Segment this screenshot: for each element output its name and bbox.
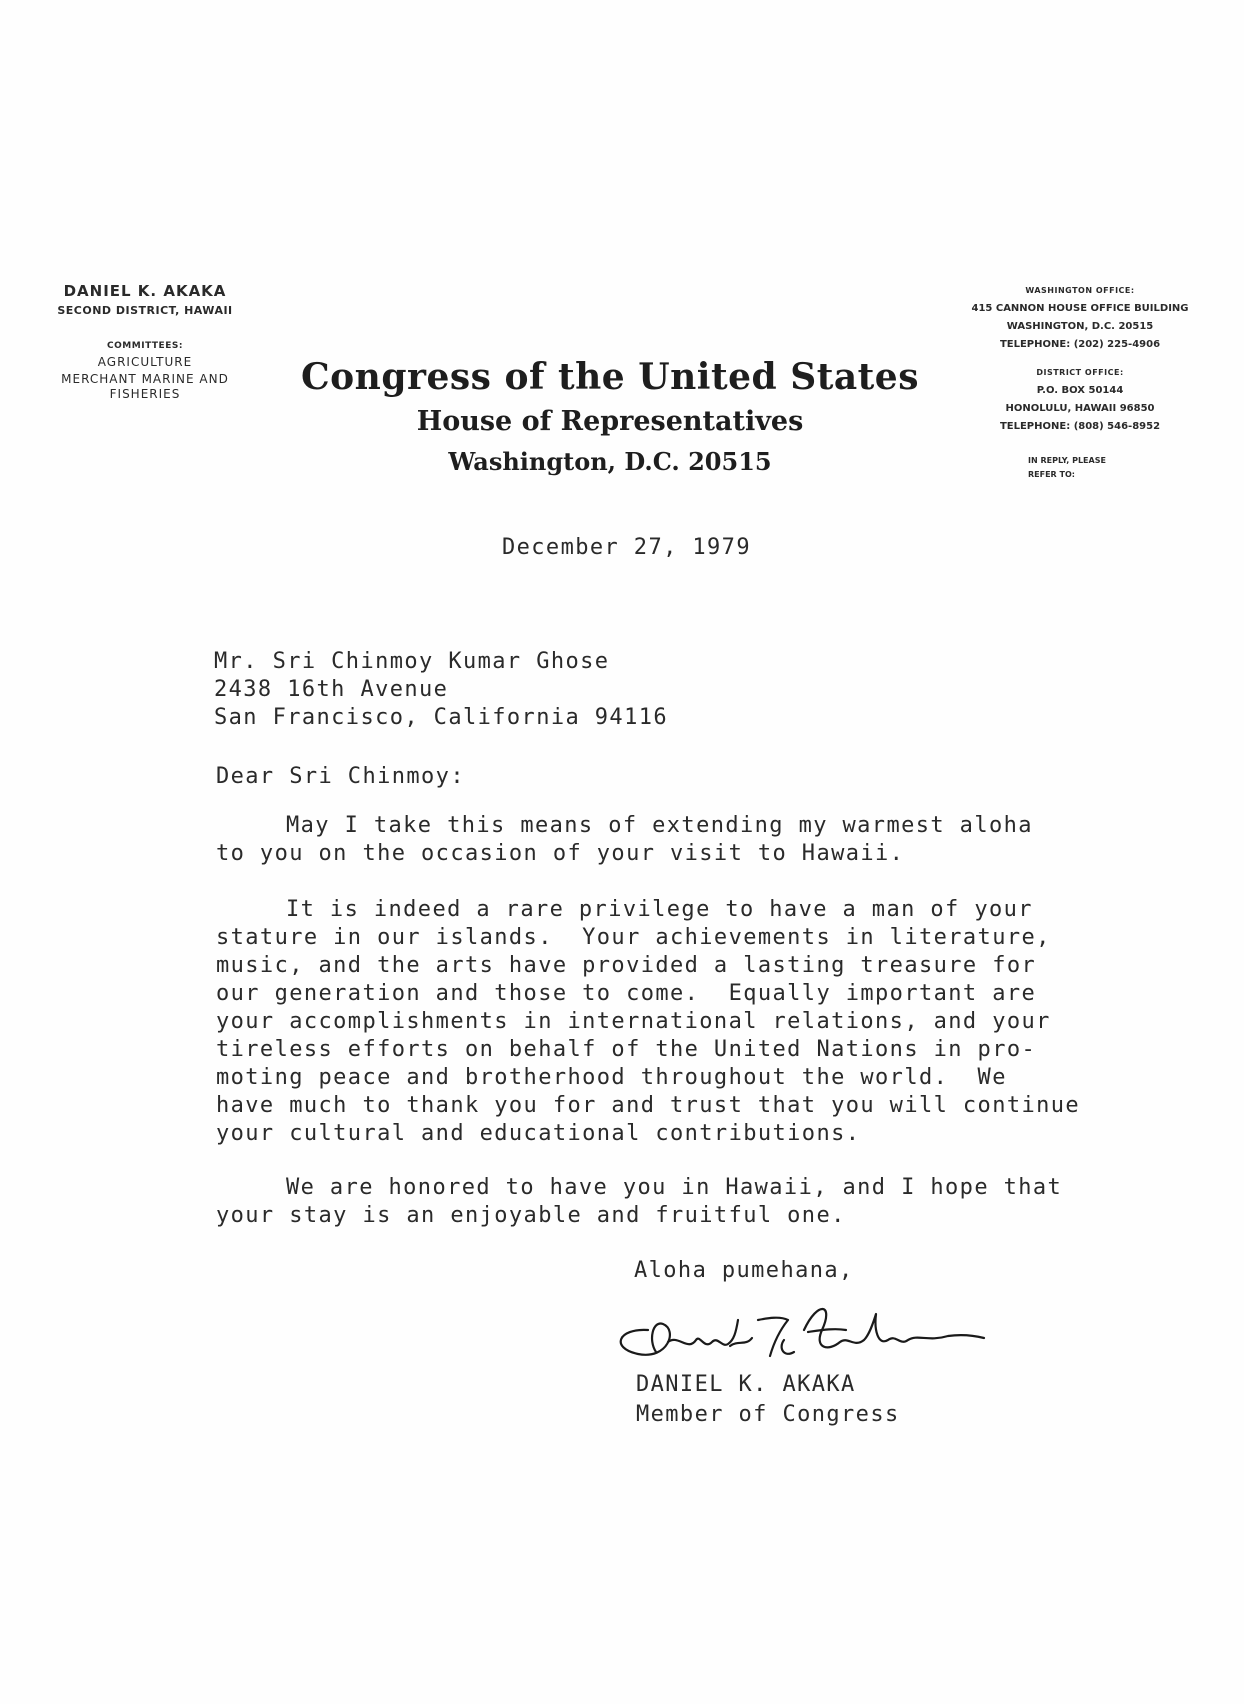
member-district: SECOND DISTRICT, HAWAII: [57, 304, 233, 317]
paragraph-line: our generation and those to come. Equally important are: [216, 981, 1037, 1006]
house-title: House of Representatives: [416, 406, 804, 437]
letterhead-title-block: [300, 356, 920, 476]
paragraph-line: music, and the arts have provided a lasting treasure for: [216, 953, 1037, 978]
committee-item: AGRICULTURE: [97, 355, 193, 369]
committee-item: FISHERIES: [109, 387, 181, 401]
letterhead-city: Washington, D.C. 20515: [448, 447, 772, 476]
committees-label: COMMITTEES:: [107, 341, 183, 351]
committee-item: MERCHANT MARINE AND: [61, 372, 229, 386]
paragraph-line: tireless efforts on behalf of the United Nations in pro-: [216, 1037, 1037, 1062]
paragraph-line: have much to thank you for and trust that you will continue: [216, 1093, 1081, 1118]
paragraph-2: [216, 896, 1081, 1148]
member-block: [20, 282, 270, 402]
paragraph-3: [216, 1174, 1063, 1230]
recipient-address: [214, 648, 668, 732]
paragraph-line: It is indeed a rare privilege to have a man of your: [286, 897, 1033, 922]
closing: Aloha pumehana,: [634, 1258, 854, 1283]
office-block: [930, 282, 1230, 482]
reply-reference: [930, 454, 1230, 482]
paragraph-line: We are honored to have you in Hawaii, and I hope that: [286, 1175, 1063, 1200]
washington-office-line: WASHINGTON, D.C. 20515: [1006, 321, 1154, 332]
signature-block: [636, 1370, 900, 1430]
district-office-line: P.O. BOX 50144: [1036, 385, 1124, 396]
member-name: DANIEL K. AKAKA: [63, 282, 227, 300]
letter-date: December 27, 1979: [502, 535, 751, 560]
washington-office-line: 415 CANNON HOUSE OFFICE BUILDING: [971, 303, 1189, 314]
address-line: San Francisco, California 94116: [214, 705, 668, 730]
paragraph-line: your stay is an enjoyable and fruitful one.: [216, 1203, 846, 1228]
signer-title: Member of Congress: [636, 1402, 900, 1427]
paragraph-line: May I take this means of extending my warmest aloha: [286, 813, 1033, 838]
washington-office-label: WASHINGTON OFFICE:: [1025, 286, 1135, 295]
reply-line: IN REPLY, PLEASE: [1028, 456, 1106, 465]
congress-title: Congress of the United States: [301, 356, 919, 398]
reply-line: REFER TO:: [1028, 470, 1075, 479]
district-office-label: DISTRICT OFFICE:: [1036, 368, 1124, 377]
paragraph-line: stature in our islands. Your achievements in literature,: [216, 925, 1051, 950]
paragraph-line: moting peace and brotherhood throughout the world. We: [216, 1065, 1007, 1090]
handwritten-signature: [608, 1290, 988, 1380]
salutation: Dear Sri Chinmoy:: [216, 764, 465, 789]
washington-office-line: TELEPHONE: (202) 225-4906: [999, 339, 1161, 350]
district-office-line: TELEPHONE: (808) 546-8952: [999, 421, 1161, 432]
paragraph-1: [216, 812, 1046, 868]
paragraph-line: your accomplishments in international relations, and your: [216, 1009, 1051, 1034]
paragraph-line: to you on the occasion of your visit to Hawaii.: [216, 841, 905, 866]
district-office-line: HONOLULU, HAWAII 96850: [1005, 403, 1155, 414]
address-line: Mr. Sri Chinmoy Kumar Ghose: [214, 649, 610, 674]
paragraph-line: your cultural and educational contributions.: [216, 1121, 861, 1146]
address-line: 2438 16th Avenue: [214, 677, 449, 702]
signer-name: DANIEL K. AKAKA: [636, 1372, 856, 1397]
